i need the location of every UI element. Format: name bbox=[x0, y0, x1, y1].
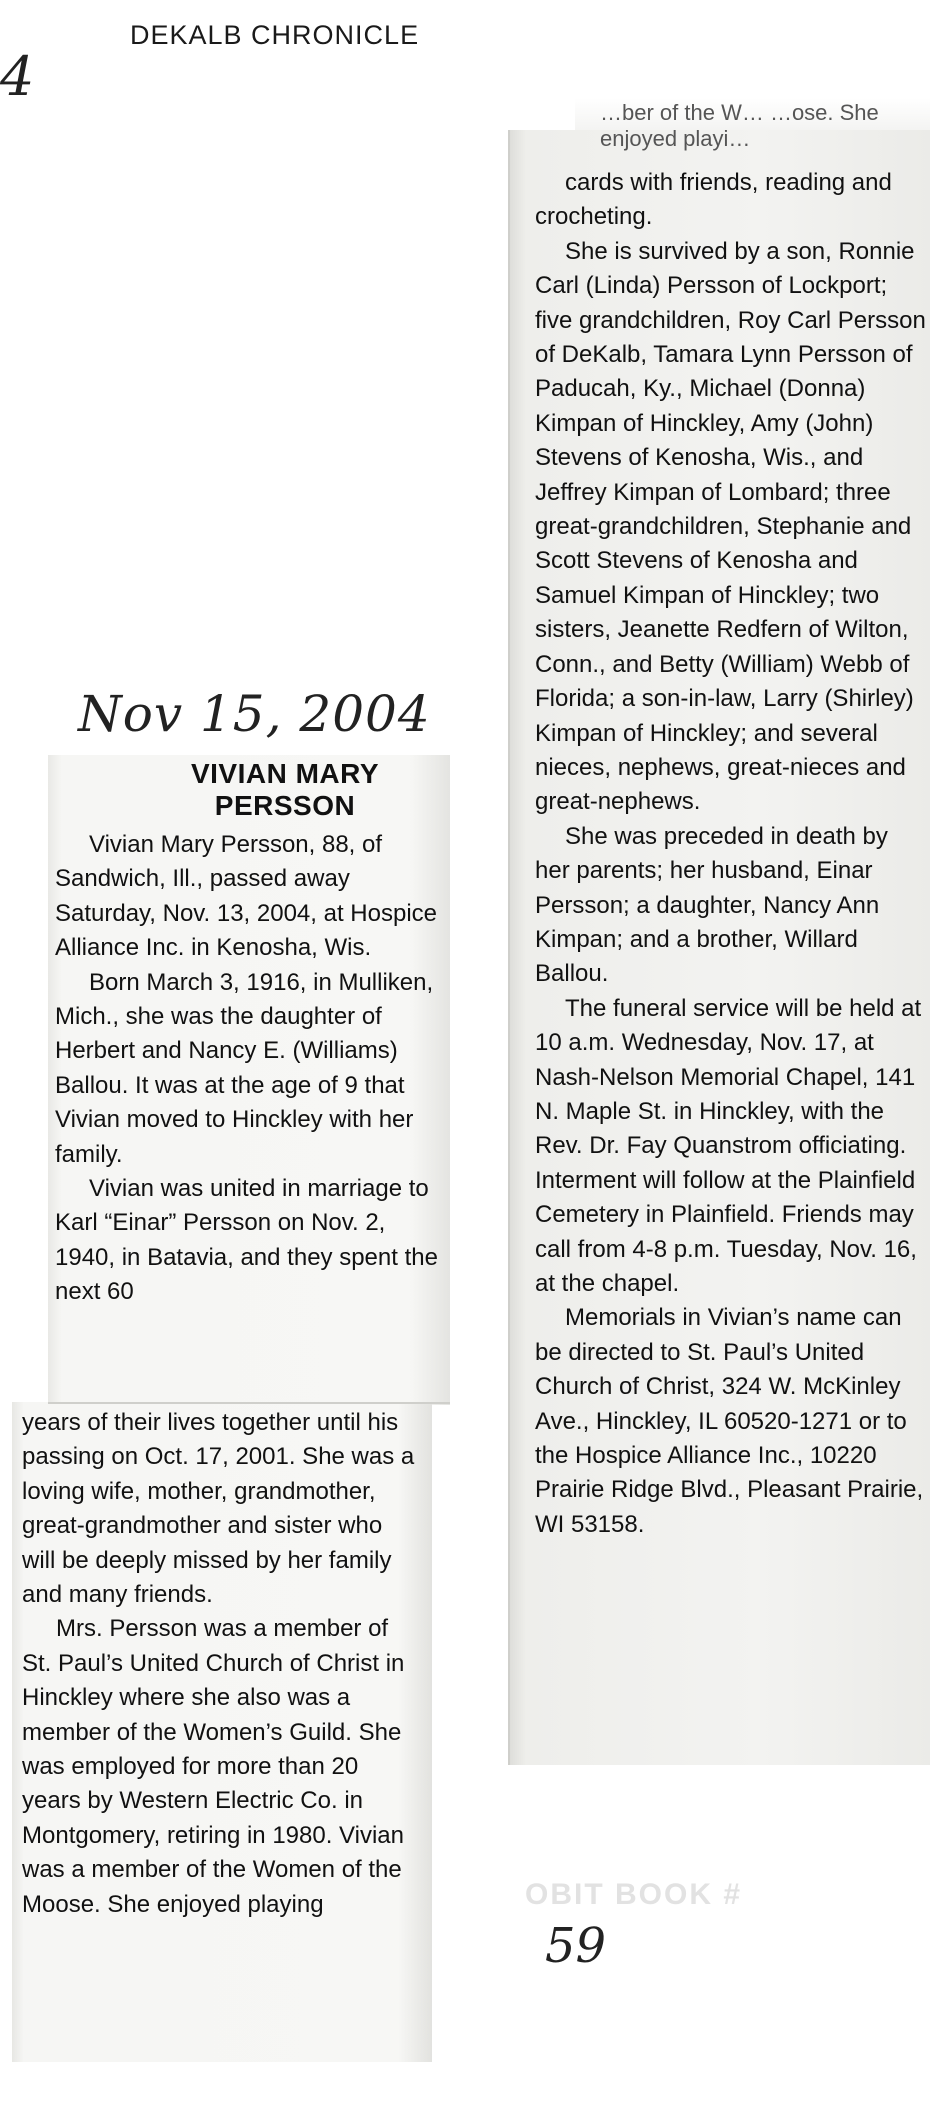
paragraph-intro: Vivian Mary Persson, 88, of Sandwich, Ill., passed away Saturday, Nov. 13, 2004, at Hospice Alliance Inc. in Kenosha, Wis. bbox=[55, 831, 437, 962]
clipping-edge bbox=[508, 130, 510, 1765]
paragraph-funeral: The funeral service will be held at 10 a.m. Wednesday, Nov. 17, at Nash-Nelson Memorial Chapel, 141 N. Maple St. in Hinckley, with the Rev. Dr. Fay Quanstrom officiating. Interment will follow at the Plainfield Cemetery in Plainfield. Friends may call from 4-8 p.m. Tuesday, Nov. 16, at the chapel. bbox=[535, 994, 922, 1297]
headline-line-1: VIVIAN MARY bbox=[190, 758, 380, 789]
paragraph-membership: Mrs. Persson was a member of St. Paul’s United Church of Christ in Hinckley where she also was a member of the Women’s Guild. She was employed for more than 20 years by Western Electric Co. in Montgomery, retiring in 1980. Vivian was a member of the Women of the Moose. She enjoyed playing bbox=[22, 1615, 405, 1918]
paragraph-preceded: She was preceded in death by her parents; her husband, Einar Persson; a daughter, Nancy Ann Kimpan; and a brother, Willard Ballou. bbox=[535, 822, 888, 988]
right-column-cut-fragment: …ber of the W… …ose. She enjoyed playi… bbox=[600, 100, 879, 151]
obituary-headline bbox=[120, 758, 450, 822]
paragraph-marriage: Vivian was united in marriage to Karl “Einar” Persson on Nov. 2, 1940, in Batavia, and they spent the next 60 bbox=[55, 1175, 438, 1306]
paragraph-survivors: She is survived by a son, Ronnie Carl (Linda) Persson of Lockport; five grandchildren, Roy Carl Persson of DeKalb, Tamara Lynn Persson of Paducah, Ky., Michael (Donna) Kimpan of Hinckley, Amy (John) Stevens of Kenosha, Wis., and Jeffrey Kimpan of Lombard; three great-grandchildren, Stephanie and Scott Stevens of Kenosha and Samuel Kimpan of Hinckley; two sisters, Jeanette Redfern of Wilton, Conn., and Betty (William) Webb of Florida; a son-in-law, Larry (Shirley) Kimpan of Hinckley; and several nieces, nephews, great-nieces and great-nephews. bbox=[535, 237, 926, 816]
handwritten-obit-number: 59 bbox=[545, 1918, 607, 1974]
paragraph-hobbies: cards with friends, reading and crocheting. bbox=[535, 169, 892, 231]
paragraph-birth: Born March 3, 1916, in Mulliken, Mich., she was the daughter of Herbert and Nancy E. (Williams) Ballou. It was at the age of 9 that Vivian moved to Hinckley with her family. bbox=[55, 968, 434, 1168]
headline-line-2: PERSSON bbox=[214, 790, 356, 821]
paragraph-marriage-cont: years of their lives together until his passing on Oct. 17, 2001. She was a loving wife, mother, grandmother, great-grandmother and sister who will be deeply missed by her family and many friends. bbox=[22, 1409, 415, 1609]
right-column bbox=[535, 166, 927, 1542]
handwritten-date: Nov 15, 2004 bbox=[78, 685, 431, 743]
obit-book-stamp: OBIT BOOK # bbox=[525, 1878, 743, 1911]
newspaper-masthead: DEKALB CHRONICLE bbox=[130, 20, 420, 50]
clipping-seam bbox=[48, 1402, 450, 1404]
left-column-upper bbox=[55, 828, 441, 1310]
handwritten-page-mark: 4 bbox=[0, 45, 35, 108]
paragraph-memorials: Memorials in Vivian’s name can be directed to St. Paul’s United Church of Christ, 324 W. McKinley Ave., Hinckley, IL 60520-1271 or to the Hospice Alliance Inc., 10220 Prairie Ridge Blvd., Pleasant Prairie, WI 53158. bbox=[535, 1304, 924, 1538]
left-column-lower bbox=[22, 1406, 422, 1922]
